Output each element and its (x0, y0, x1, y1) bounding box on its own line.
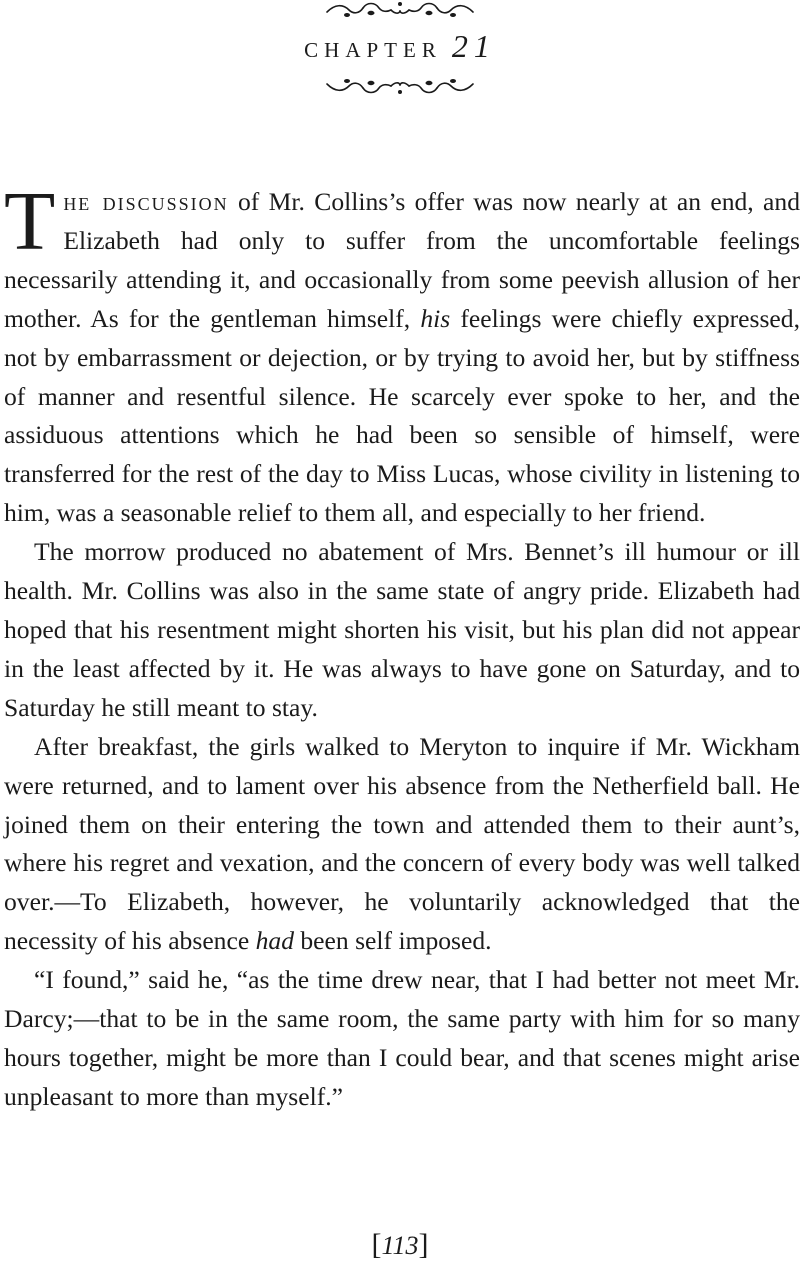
bottom-ornament (0, 74, 800, 96)
top-ornament (0, 0, 800, 22)
paragraph-3-emphasis: had (255, 926, 294, 956)
flourish-ornament-icon (325, 0, 475, 22)
page-number-value: 113 (381, 1231, 419, 1260)
paragraph-2: The morrow produced no abatement of Mrs. Bennet’s ill humour or ill health. Mr. Collins was also in the same state of angry pride. Elizabeth had hoped that his resentment might shorten his visit, but his plan did not appear in the least affected by it. He was always to have gone on Saturday, and to Saturday he still meant to stay. (4, 537, 800, 722)
chapter-word: chapter (304, 31, 442, 64)
paragraph-1 (4, 175, 800, 533)
paragraph-3-text-cont: been self imposed. (293, 926, 492, 956)
opening-small-caps: he discussion (63, 187, 229, 216)
left-bracket: [ (371, 1228, 382, 1261)
paragraph-4: “I found,” said he, “as the time drew near, that I had better not meet Mr. Darcy;—that to be in the same room, the same party with him for so many hours together, might be more than I could bear, and that scenes might arise unpleasant to more than myself.” (4, 965, 800, 1111)
right-bracket: ] (418, 1228, 429, 1261)
paragraph-3-text: After breakfast, the girls walked to Meryton to inquire if Mr. Wickham were returned, and to lament over his absence from the Netherfield ball. He joined them on their entering the town and attended them to their aunt’s, where his regret and vexation, and the concern of every body was well talked over.—To Elizabeth, however, he voluntarily acknowledged that the necessity of his absence (4, 731, 800, 956)
drop-cap: T (4, 175, 56, 268)
paragraph-1-emphasis: his (420, 303, 451, 333)
chapter-heading (0, 28, 800, 67)
paragraph-1-text: of Mr. Collins’s offer was now nearly at an end, and Elizabeth had only to suffer from the uncomfortable feelings necessarily attending it, and occasionally from some peevish allusion of her mother. As for the gentleman himself, (4, 187, 800, 333)
paragraph-1-text-cont: feelings were chiefly expressed, not by embarrassment or dejection, or by trying to avoid her, but by stiffness of manner and resentful silence. He scarcely ever spoke to her, and the assiduous attentions which he had been so sensible of himself, were transferred for the rest of the day to Miss Lucas, whose civility in listening to him, was a seasonable relief to them all, and especially to her friend. (4, 303, 800, 528)
flourish-ornament-icon (325, 74, 475, 96)
chapter-body (4, 175, 800, 1117)
paragraph-3 (4, 728, 800, 961)
page-number (0, 1228, 800, 1263)
chapter-number: 21 (451, 28, 496, 64)
